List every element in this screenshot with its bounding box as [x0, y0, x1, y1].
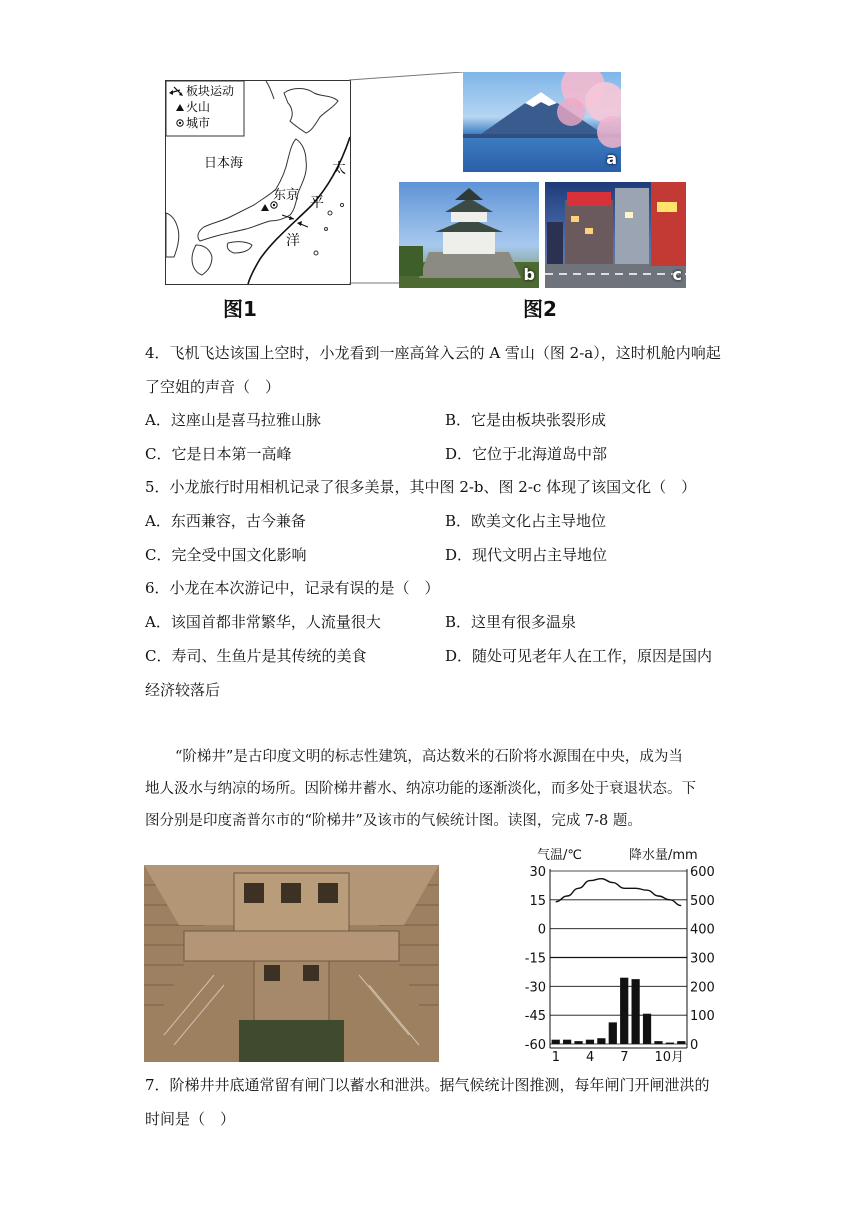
precipitation-bar: [563, 1040, 571, 1044]
chart-right-tick-label: 200: [690, 980, 715, 996]
passage-line-1: “阶梯井”是古印度文明的标志性建筑，高达数米的石阶将水源围在中央，成为当: [175, 749, 683, 765]
passage-line-2: 地人汲水与纳凉的场所。因阶梯井蓄水、纳凉功能的逐渐淡化，而多处于衰退状态。下: [145, 781, 696, 797]
chart-left-tick-label: -45: [524, 1009, 546, 1025]
chart-left-tick-label: 0: [537, 922, 546, 938]
photo-tag-b: b: [523, 265, 535, 284]
chart-x-tick-label: 4: [585, 1050, 595, 1065]
korea-coast: [166, 213, 179, 257]
temperature-line: [556, 879, 682, 906]
precipitation-bar: [677, 1041, 685, 1044]
legend-label-plate: 板块运动: [186, 84, 235, 98]
precipitation-bar: [586, 1040, 594, 1044]
question4-stem: 4．飞机飞达该国上空时，小龙看到一座高耸入云的 A 雪山（图 2-a），这时机舱内响起: [145, 344, 721, 362]
precipitation-bar: [609, 1022, 617, 1044]
japanese-castle-photo: [399, 182, 539, 288]
hokkaido-island: [284, 89, 338, 134]
q4-option-d: D．它位于北海道岛中部: [445, 445, 608, 463]
q6-option-b: B．这里有很多温泉: [445, 613, 577, 631]
precipitation-bar: [632, 979, 640, 1044]
chart-left-tick-label: 15: [529, 893, 546, 909]
figure1-map: [165, 80, 351, 285]
q5-option-d: D．现代文明占主导地位: [445, 546, 608, 564]
stepwell-photo: [144, 865, 439, 1062]
pacific-label-3: 洋: [286, 233, 300, 249]
pacific-label-1: 太: [332, 161, 346, 177]
chart-right-axis-label: 降水量/mm: [629, 848, 698, 863]
q4-option-a: A．这座山是喜马拉雅山脉: [145, 411, 321, 429]
sakhalin-coast: [266, 81, 274, 99]
q6-option-d: D．随处可见老年人在工作，原因是国内: [445, 647, 713, 665]
chart-x-tick-label: 10月: [654, 1050, 685, 1065]
chart-left-tick-label: -15: [524, 951, 546, 967]
chart-left-tick-label: -60: [524, 1038, 546, 1053]
question7-stem-cont: 时间是（ ）: [145, 1110, 236, 1128]
city-street-photo: [545, 182, 686, 288]
chart-right-tick-label: 400: [690, 922, 715, 938]
question6-stem: 6．小龙在本次游记中，记录有误的是（ ）: [145, 579, 440, 597]
precipitation-bar: [552, 1040, 560, 1044]
chart-left-tick-label: 30: [529, 865, 546, 880]
figure2-caption: 图2: [523, 297, 557, 321]
japan-map-svg: [166, 81, 350, 284]
precipitation-bar: [654, 1041, 662, 1044]
shikoku-island: [227, 242, 252, 253]
chart-x-tick-label: 1: [551, 1050, 560, 1065]
precipitation-bar: [620, 978, 628, 1044]
q4-option-b: B．它是由板块张裂形成: [445, 411, 607, 429]
climate-chart: [505, 843, 720, 1065]
chart-left-tick-label: -30: [524, 980, 546, 996]
chart-right-tick-label: 300: [690, 951, 715, 967]
chart-right-tick-label: 600: [690, 865, 715, 880]
q5-option-a: A．东西兼容，古今兼备: [145, 512, 306, 530]
passage-line-3: 图分别是印度斋普尔市的“阶梯井”及该市的气候统计图。读图，完成 7-8 题。: [145, 813, 642, 829]
chart-right-tick-label: 0: [690, 1038, 699, 1053]
pacific-label-2: 平: [310, 195, 324, 211]
chart-left-axis-label: 气温/℃: [537, 848, 582, 863]
q4-option-c: C．它是日本第一高峰: [145, 445, 292, 463]
precipitation-bar: [597, 1038, 605, 1044]
legend-label-volcano: 火山: [186, 100, 211, 114]
precipitation-bar: [666, 1043, 674, 1044]
legend-label-city: 城市: [186, 116, 211, 130]
question7-stem: 7．阶梯井井底通常留有闸门以蓄水和泄洪。据气候统计图推测，每年闸门开闸泄洪的: [145, 1076, 710, 1094]
photo-tag-a: a: [606, 149, 617, 168]
figure1-caption: 图1: [223, 297, 257, 321]
q6-option-d-cont: 经济较落后: [145, 681, 221, 699]
chart-x-tick-label: 7: [620, 1050, 629, 1065]
q5-option-c: C．完全受中国文化影响: [145, 546, 307, 564]
photo-tag-c: c: [672, 265, 682, 284]
chart-right-tick-label: 500: [690, 893, 715, 909]
kyushu-island: [192, 245, 212, 275]
q6-option-a: A．该国首都非常繁华，人流量很大: [145, 613, 381, 631]
q6-option-c: C．寿司、生鱼片是其传统的美食: [145, 647, 367, 665]
sea-of-japan-label: 日本海: [204, 156, 244, 171]
precipitation-bar: [643, 1014, 651, 1044]
q5-option-b: B．欧美文化占主导地位: [445, 512, 607, 530]
mount-fuji-photo: [463, 72, 621, 172]
precipitation-bar: [574, 1041, 582, 1044]
question5-stem: 5．小龙旅行时用相机记录了很多美景，其中图 2-b、图 2-c 体现了该国文化（ ）: [145, 478, 697, 496]
question4-stem-cont: 了空姐的声音（ ）: [145, 378, 281, 396]
tokyo-label: 东京: [273, 188, 300, 203]
chart-right-tick-label: 100: [690, 1009, 715, 1025]
